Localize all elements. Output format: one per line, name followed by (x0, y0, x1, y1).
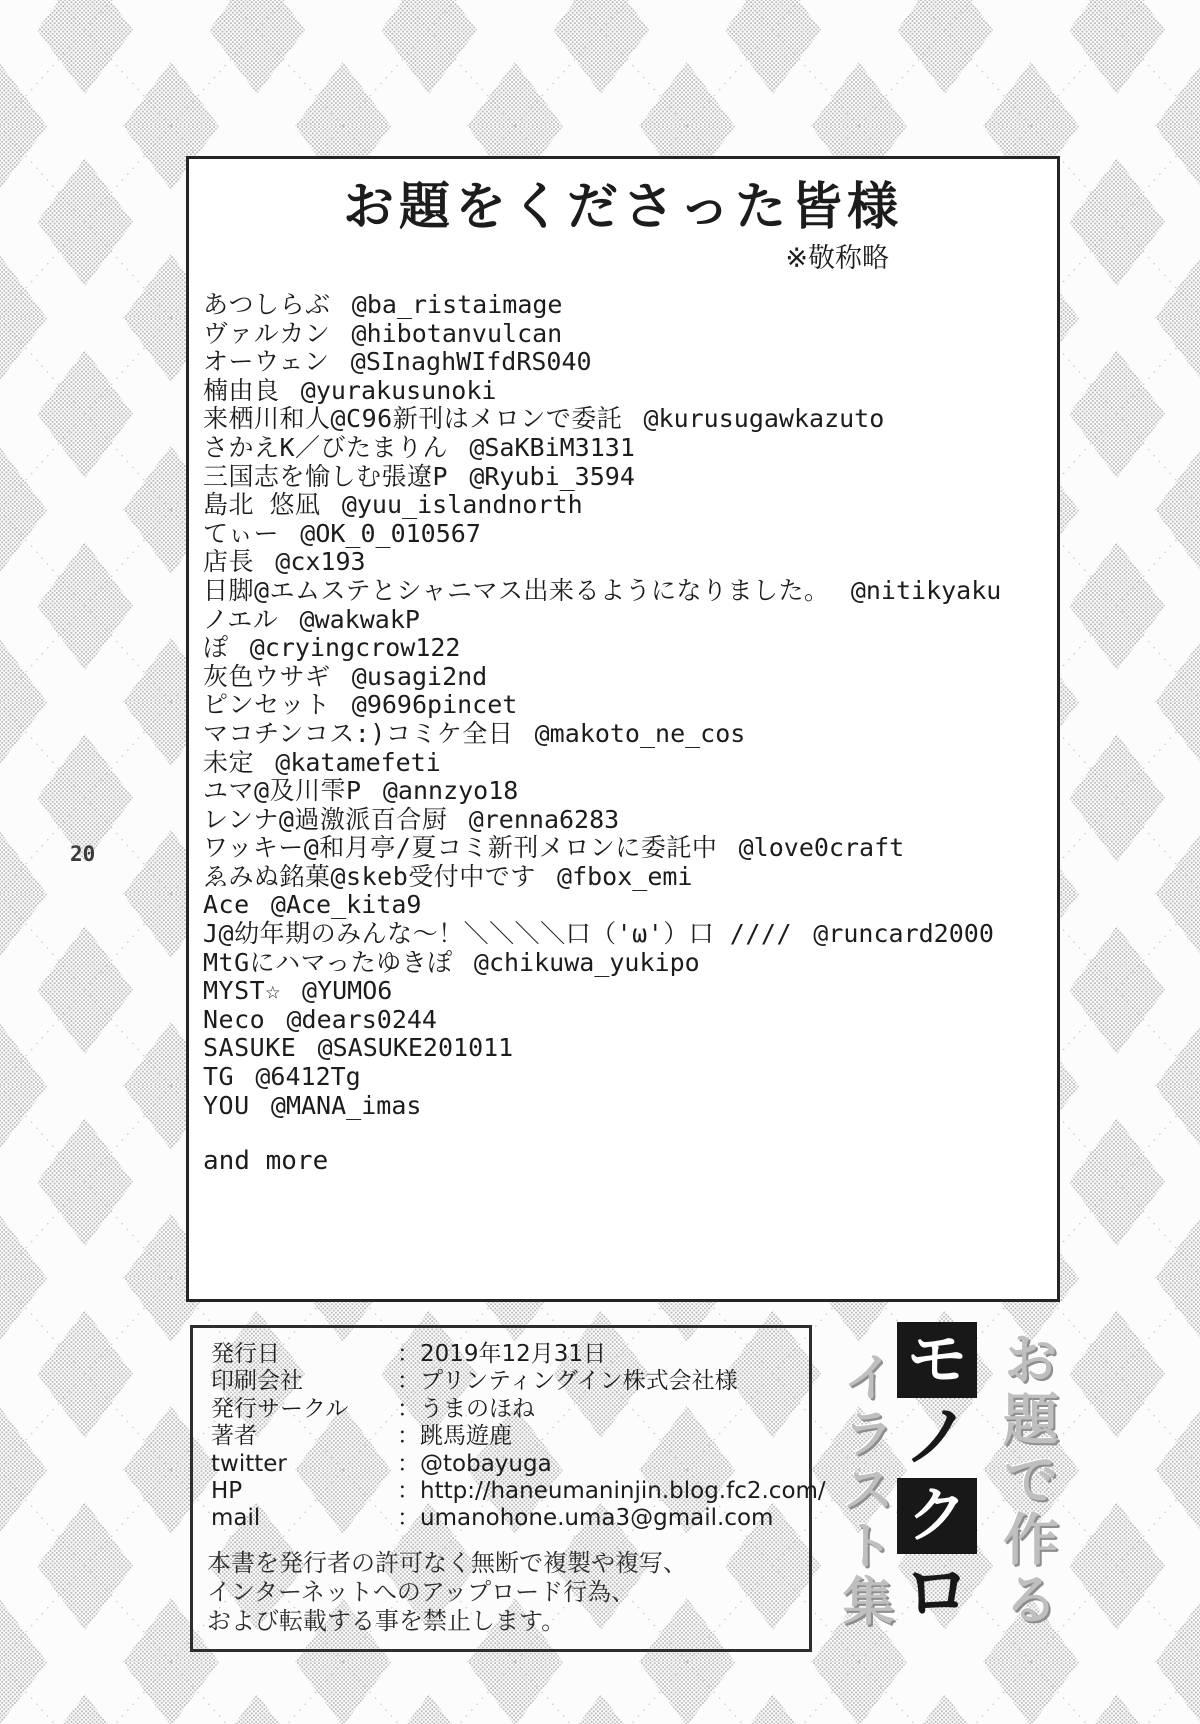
credit-twitter-handle: @SaKBiM3131 (469, 432, 635, 462)
credit-twitter-handle: @cx193 (275, 547, 366, 577)
credit-line (203, 949, 1057, 978)
credit-line (203, 891, 1057, 920)
credit-name: マコチンコス:)コミケ全日 (203, 718, 514, 748)
page-number: 20 (70, 842, 96, 866)
colophon-row (211, 1341, 809, 1368)
credit-twitter-handle: @Ace_kita9 (270, 890, 422, 920)
credit-line (203, 577, 1057, 606)
credit-twitter-handle: @makoto_ne_cos (534, 718, 746, 748)
colophon-value: ：うまのほね (397, 1395, 535, 1422)
credit-line (203, 320, 1057, 349)
credit-name: TG (203, 1062, 235, 1092)
credit-line (203, 920, 1057, 949)
credit-line (203, 977, 1057, 1006)
colophon-value: ：http://haneumaninjin.blog.fc2.com/ (397, 1478, 826, 1505)
credit-line (203, 806, 1057, 835)
credit-name: MtGにハマったゆきぽ (203, 947, 453, 977)
credit-line (203, 434, 1057, 463)
colophon-label: mail (211, 1505, 261, 1532)
credit-twitter-handle: @ba_ristaimage (351, 290, 563, 319)
colophon-value: ：@tobayuga (397, 1450, 552, 1477)
credit-name: Neco (203, 1004, 266, 1034)
credit-name: YOU (203, 1090, 250, 1120)
credit-line (203, 720, 1057, 749)
credit-twitter-handle: @chikuwa_yukipo (473, 947, 700, 977)
credit-twitter-handle: @katamefeti (275, 747, 441, 777)
credit-name: J@幼年期のみんな～！＼＼＼＼口（'ω'）口 //// (203, 919, 793, 949)
credit-line (203, 405, 1057, 434)
colophon-label: 発行サークル (211, 1395, 349, 1422)
colophon-box (190, 1325, 826, 1652)
credit-twitter-handle: @hibotanvulcan (351, 318, 563, 348)
credit-line (203, 863, 1057, 892)
credit-twitter-handle: @MANA_imas (270, 1090, 422, 1120)
credit-line (203, 606, 1057, 635)
credit-twitter-handle: @kurusugawkazuto (643, 404, 885, 434)
honorifics-omitted-note: ※敬称略 (785, 243, 889, 274)
credit-twitter-handle: @SASUKE201011 (317, 1033, 514, 1063)
credit-name: 楠由良 (203, 375, 280, 405)
colophon-rows (193, 1328, 826, 1533)
credit-line (203, 691, 1057, 720)
colophon-row (211, 1505, 809, 1532)
notice-line: インターネットへのアップロード行為、 (207, 1577, 636, 1606)
colophon-row (211, 1451, 809, 1478)
credit-name: ゑみぬ銘菓@skeb受付中です (203, 861, 536, 891)
credit-twitter-handle: @nitikyaku (850, 575, 1002, 605)
credit-line (203, 1006, 1057, 1035)
credit-line (203, 348, 1057, 377)
credit-twitter-handle: @Ryubi_3594 (469, 461, 635, 491)
credit-line (203, 749, 1057, 778)
credit-name: あつしらぶ (203, 290, 331, 319)
credit-name: ユマ@及川雫P (203, 776, 362, 806)
credit-name: ピンセット (203, 690, 331, 720)
credit-twitter-handle: @runcard2000 (813, 919, 994, 949)
credit-twitter-handle: @OK_0_010567 (300, 518, 481, 548)
credit-name: MYST☆ (203, 976, 281, 1006)
notice-line: 本書を発行者の許可なく無断で複製や複写、 (207, 1548, 687, 1577)
credit-twitter-handle: @annzyo18 (382, 776, 519, 806)
credit-name: 店長 (203, 547, 255, 577)
credit-twitter-handle: @9696pincet (351, 690, 518, 720)
colophon-row (211, 1478, 826, 1505)
credit-twitter-handle: @love0craft (738, 833, 905, 863)
credit-line (203, 777, 1057, 806)
credit-line (203, 548, 1057, 577)
credit-name: 来栖川和人@C96新刊はメロンで委託 (203, 404, 623, 434)
credit-name: 三国志を愉しむ張遼P (203, 461, 449, 491)
colophon-row (211, 1368, 809, 1395)
credit-name: オーウェン (203, 347, 330, 377)
credit-twitter-handle: @usagi2nd (351, 661, 488, 691)
credit-twitter-handle: @6412Tg (255, 1062, 361, 1092)
colophon-label: 発行日 (211, 1341, 280, 1367)
credit-twitter-handle: @fbox_emi (557, 861, 693, 891)
logo-illust-column: イラスト集 (833, 1350, 893, 1630)
logo-theme-column: お題で作る (994, 1330, 1059, 1630)
colophon-value: ：2019年12月31日 (397, 1341, 607, 1367)
credit-line (203, 634, 1057, 663)
credit-twitter-handle: @dears0244 (286, 1004, 437, 1034)
logo-monochrome-char: ノ (902, 1398, 971, 1477)
logo-monochrome-char: ク (897, 1478, 977, 1554)
credit-twitter-handle: @YUMO6 (302, 976, 393, 1006)
credit-line (203, 377, 1057, 406)
credit-name: さかえK／びたまりん (203, 432, 449, 462)
credit-name: レンナ@過激派百合厨 (203, 804, 448, 834)
credit-line (203, 1092, 1057, 1121)
colophon-row (211, 1423, 809, 1450)
credit-line (203, 663, 1057, 692)
credit-name: 島北 悠凪 (203, 490, 321, 520)
credit-name: Ace (203, 890, 250, 920)
credit-twitter-handle: @renna6283 (468, 804, 620, 834)
credit-twitter-handle: @yurakusunoki (300, 375, 497, 405)
credits-box (186, 156, 1060, 1302)
credit-name: ワッキー@和月亭/夏コミ新刊メロンに委託中 (203, 833, 718, 863)
credits-list (203, 291, 1057, 1120)
credit-twitter-handle: @wakwakP (299, 604, 420, 634)
credit-twitter-handle: @cryingcrow122 (249, 633, 461, 663)
colophon-label: 印刷会社 (211, 1368, 303, 1395)
credit-twitter-handle: @yuu_islandnorth (341, 490, 583, 520)
credits-title: お題をくださった皆様 (342, 178, 903, 237)
credit-line (203, 1034, 1057, 1063)
credit-name: てぃー (203, 518, 280, 548)
credit-line (203, 291, 1057, 320)
credit-name: ぽ (203, 633, 229, 663)
notice-line: および転載する事を禁止します。 (207, 1606, 566, 1635)
logo-monochrome-column (897, 1322, 977, 1632)
and-more-label: and more (203, 1146, 329, 1177)
credit-name: 未定 (203, 747, 255, 777)
colophon-label: HP (211, 1478, 243, 1505)
colophon-label: twitter (211, 1450, 287, 1477)
logo-monochrome-char: モ (897, 1322, 977, 1398)
credit-line (203, 491, 1057, 520)
credit-name: ヴァルカン (203, 318, 331, 348)
credit-name: SASUKE (203, 1033, 297, 1063)
logo-monochrome-char: ロ (902, 1554, 971, 1633)
colophon-value: ：プリンティングイン株式会社様 (397, 1368, 738, 1395)
colophon-label: 著者 (211, 1423, 257, 1450)
credit-line (203, 1063, 1057, 1092)
credit-name: 灰色ウサギ (203, 661, 331, 691)
colophon-value: ：umanohone.uma3@gmail.com (397, 1505, 774, 1532)
credit-line (203, 834, 1057, 863)
credit-twitter-handle: @SInaghWIfdRS040 (350, 347, 592, 377)
colophon-row (211, 1396, 809, 1423)
credit-name: 日脚@エムステとシャニマス出来るようになりました。 (203, 575, 830, 605)
credit-line (203, 520, 1057, 549)
credit-line (203, 463, 1057, 492)
credit-name: ノエル (203, 604, 279, 634)
copyright-notice (207, 1549, 809, 1636)
colophon-value: ：跳馬遊鹿 (397, 1423, 512, 1450)
